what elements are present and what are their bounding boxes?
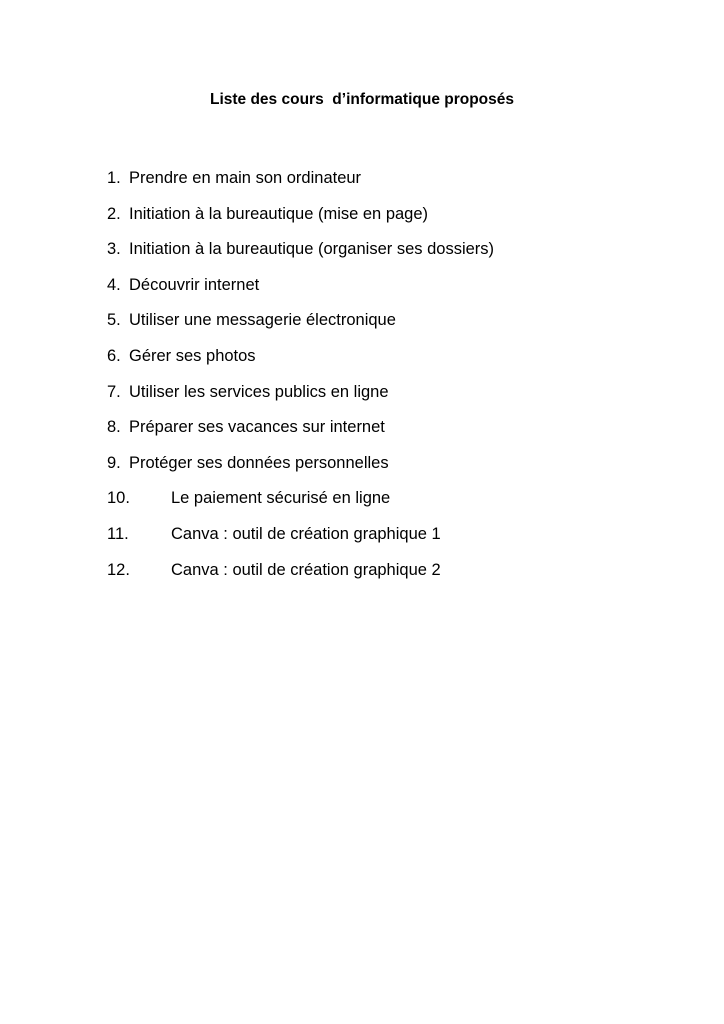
- list-item-label: Initiation à la bureautique (organiser ses dossiers): [129, 240, 495, 259]
- list-item-number: 4.: [107, 275, 121, 294]
- list-item-number: 8.: [107, 418, 121, 437]
- list-item-number: 3.: [107, 240, 121, 259]
- list-item-label: Le paiement sécurisé en ligne: [171, 489, 391, 508]
- list-item-number: 5.: [107, 311, 121, 330]
- list-item-number: 1.: [107, 169, 121, 187]
- list-item-label: Utiliser les services publics en ligne: [129, 382, 389, 401]
- list-item-label: Canva : outil de création graphique 2: [171, 560, 441, 579]
- list-item-number: 12.: [107, 560, 130, 579]
- list-item-label: Découvrir internet: [129, 275, 260, 294]
- list-item-number: 10.: [107, 489, 130, 508]
- list-item-number: 7.: [107, 382, 121, 401]
- page-title: Liste des cours d’informatique proposés: [209, 91, 515, 108]
- list-item-number: 9.: [107, 453, 121, 472]
- list-item-label: Prendre en main son ordinateur: [129, 169, 362, 187]
- list-item-number: 11.: [107, 524, 129, 543]
- list-item-label: Gérer ses photos: [129, 346, 256, 365]
- list-item-label: Préparer ses vacances sur internet: [129, 418, 385, 437]
- list-item-number: 6.: [107, 346, 121, 365]
- list-item-label: Protéger ses données personnelles: [129, 453, 389, 472]
- list-item-label: Initiation à la bureautique (mise en page): [129, 204, 429, 223]
- list-item-label: Canva : outil de création graphique 1: [171, 524, 441, 543]
- list-item-number: 2.: [107, 204, 121, 223]
- list-item-label: Utiliser une messagerie électronique: [129, 311, 396, 330]
